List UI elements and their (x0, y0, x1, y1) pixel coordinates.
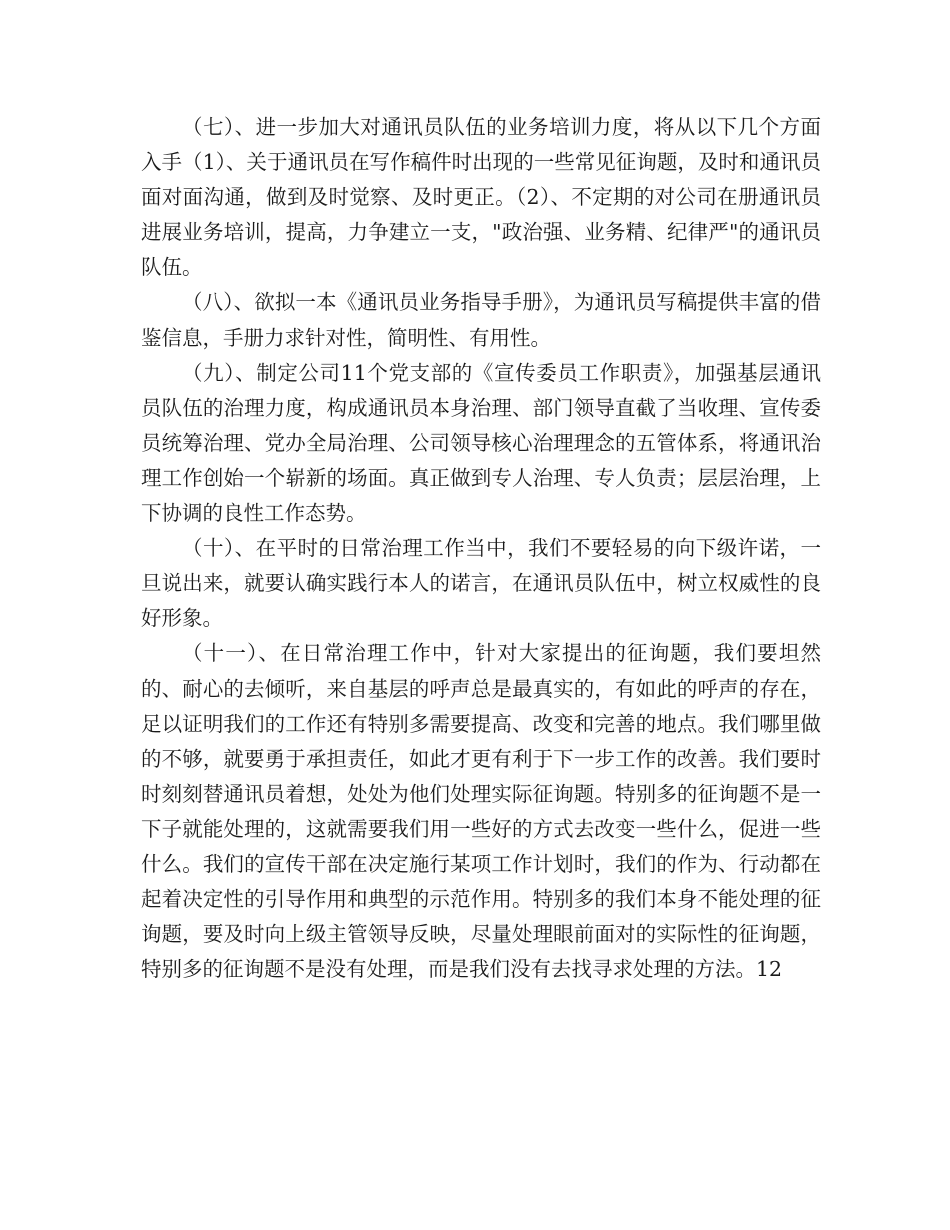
paragraph-8: （八）、欲拟一本《通讯员业务指导手册》，为通讯员写稿提供丰富的借鉴信息，手册力求针对性，简明性、有用性。 (141, 290, 821, 350)
document-body (141, 110, 821, 987)
paragraph-9: （九）、制定公司11个党支部的《宣传委员工作职责》，加强基层通讯员队伍的治理力度，构成通讯员本身治理、部门领导直截了当收理、宣传委员统筹治理、党办全局治理、公司领导核心治理理念的五管体系，将通讯治理工作创始一个崭新的场面。真正做到专人治理、专人负责；层层治理，上下协调的良性工作态势。 (141, 360, 821, 526)
paragraph-10: （十）、在平时的日常治理工作当中，我们不要轻易的向下级许诺，一旦说出来，就要认确实践行本人的诺言，在通讯员队伍中，树立权威性的良好形象。 (141, 536, 821, 631)
paragraph-7: （七）、进一步加大对通讯员队伍的业务培训力度，将从以下几个方面入手（1）、关于通讯员在写作稿件时出现的一些常见征询题，及时和通讯员面对面沟通，做到及时觉察、及时更正。（2）、不定期的对公司在册通讯员进展业务培训，提高，力争建立一支，"政治强、业务精、纪律严"的通讯员队伍。 (141, 115, 821, 280)
paragraph-11: （十一）、在日常治理工作中，针对大家提出的征询题，我们要坦然的、耐心的去倾听，来自基层的呼声总是最真实的，有如此的呼声的存在，足以证明我们的工作还有特别多需要提高、改变和完善的地点。我们哪里做的不够，就要勇于承担责任，如此才更有利于下一步工作的改善。我们要时时刻刻替通讯员着想，处处为他们处理实际征询题。特别多的征询题不是一下子就能处理的，这就需要我们用一些好的方式去改变一些什么，促进一些什么。我们的宣传干部在决定施行某项工作计划时，我们的作为、行动都在起着决定性的引导作用和典型的示范作用。特别多的我们本身不能处理的征询题，要及时向上级主管领导反映，尽量处理眼前面对的实际性的征询题，特别多的征询题不是没有处理，而是我们没有去找寻求处理的方法。12 (141, 641, 821, 982)
